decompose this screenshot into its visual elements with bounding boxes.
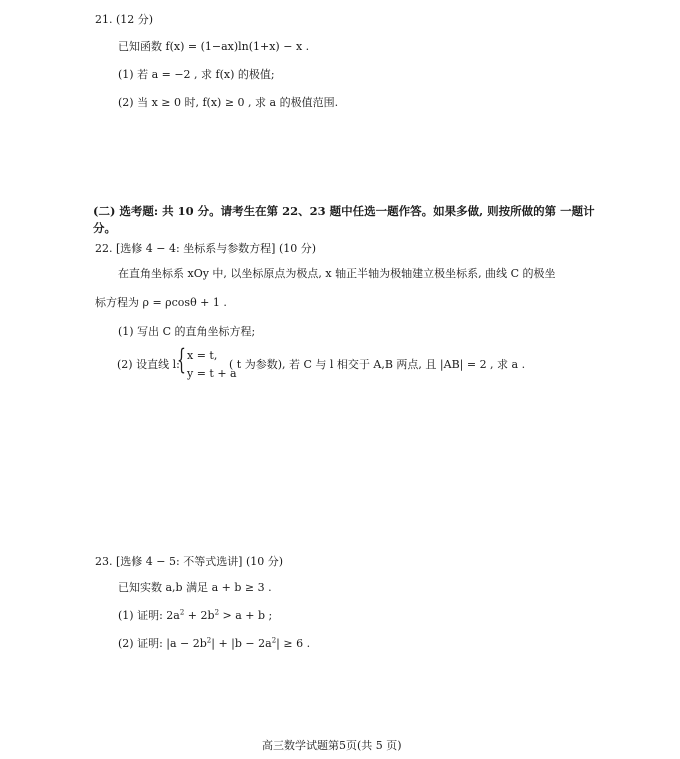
- q21-part2: (2) 当 x ≥ 0 时, f(x) ≥ 0 , 求 a 的极值范围.: [118, 96, 339, 109]
- q22-part2-suffix: ( t 为参数), 若 C 与 l 相交于 A,B 两点, 且 |AB| = 2 , 求 a .: [229, 358, 526, 371]
- section2-line2: 分。: [93, 221, 116, 235]
- q23-part2-sup2: 2: [271, 636, 277, 645]
- q23-stem: 已知实数 a,b 满足 a + b ≥ 3 .: [118, 581, 272, 594]
- q23-part2-sup1: 2: [206, 636, 212, 645]
- q21-part1: (1) 若 a = −2 , 求 f(x) 的极值;: [118, 68, 275, 81]
- section2-line1: (二) 选考题: 共 10 分。请考生在第 22、23 题中任选一题作答。如果多做, 则按所做的第 一题计: [93, 204, 595, 218]
- q23-part2-a: (2) 证明: |a − 2b: [118, 637, 207, 650]
- q23-part1: [118, 609, 272, 623]
- brace-symbol: {: [177, 343, 186, 376]
- q22-part2-eq1: x = t,: [187, 349, 218, 362]
- q22-part2-eq2: y = t + a: [187, 367, 237, 380]
- q21-heading: 21. (12 分): [95, 13, 154, 26]
- q23-part2: [118, 637, 310, 651]
- q22-heading: 22. [选修 4 − 4: 坐标系与参数方程] (10 分): [95, 242, 317, 255]
- q22-part2-prefix: (2) 设直线 l:: [117, 358, 180, 371]
- q23-part1-sup2: 2: [214, 608, 220, 617]
- q22-part1: (1) 写出 C 的直角坐标方程;: [118, 325, 256, 338]
- page-footer: 高三数学试题第5页(共 5 页): [262, 739, 402, 752]
- q23-heading: 23. [选修 4 − 5: 不等式选讲] (10 分): [95, 555, 284, 568]
- q23-part1-a: (1) 证明: 2a: [118, 609, 180, 622]
- q23-part1-c: > a + b ;: [219, 609, 273, 622]
- q22-stem-line1: 在直角坐标系 xOy 中, 以坐标原点为极点, x 轴正半轴为极轴建立极坐标系, 曲线 C 的极坐: [118, 267, 556, 280]
- q23-part1-sup1: 2: [179, 608, 185, 617]
- q23-part1-b: + 2b: [184, 609, 215, 622]
- q23-part2-b: | + |b − 2a: [211, 637, 272, 650]
- q23-part2-c: | ≥ 6 .: [276, 637, 311, 650]
- q21-stem: 已知函数 f(x) = (1−ax)ln(1+x) − x .: [118, 40, 310, 53]
- q22-stem-line2: 标方程为 ρ = ρcosθ + 1 .: [95, 296, 227, 309]
